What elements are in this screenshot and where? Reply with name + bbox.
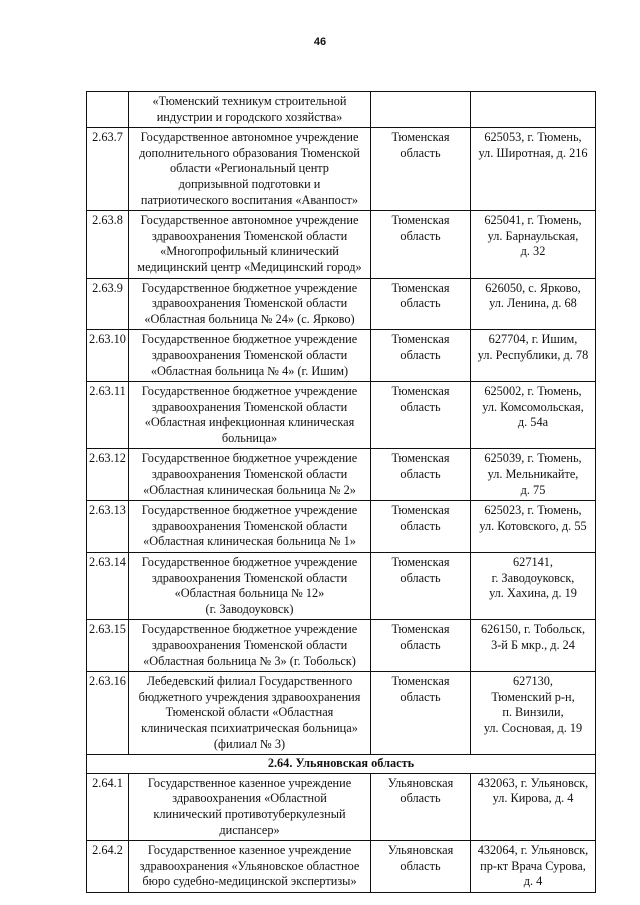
table-row xyxy=(87,449,596,501)
region: Тюменская область xyxy=(371,501,471,553)
address: 625039, г. Тюмень, ул. Мельникайте, д. 75 xyxy=(471,449,596,501)
row-number: 2.63.11 xyxy=(87,382,129,449)
table-row xyxy=(87,92,596,128)
table-row xyxy=(87,501,596,553)
address: 625053, г. Тюмень, ул. Широтная, д. 216 xyxy=(471,128,596,211)
institution-name: Государственное бюджетное учреждение здравоохранения Тюменской области «Областная больница № 4» (г. Ишим) xyxy=(129,330,371,382)
region: Тюменская область xyxy=(371,449,471,501)
address: 626150, г. Тобольск, 3-й Б мкр., д. 24 xyxy=(471,620,596,672)
address: 625041, г. Тюмень, ул. Барнаульская, д. 32 xyxy=(471,211,596,278)
address xyxy=(471,92,596,128)
region: Тюменская область xyxy=(371,672,471,755)
institution-name: Лебедевский филиал Государственного бюджетного учреждения здравоохранения Тюменской области «Областная клиническая психиатрическая больница» (филиал № 3) xyxy=(129,672,371,755)
institution-name: Государственное автономное учреждение дополнительного образования Тюменской области «Региональный центр допризывной подготовки и патриотического воспитания «Аванпост» xyxy=(129,128,371,211)
table-row xyxy=(87,211,596,278)
section-heading-row xyxy=(87,755,596,774)
institution-name: Государственное бюджетное учреждение здравоохранения Тюменской области «Областная клиническая больница № 1» xyxy=(129,501,371,553)
row-number: 2.64.2 xyxy=(87,841,129,893)
address: 432064, г. Ульяновск, пр-кт Врача Сурова, д. 4 xyxy=(471,841,596,893)
institution-name: Государственное казенное учреждение здравоохранения «Ульяновское областное бюро судебно-медицинской экспертизы» xyxy=(129,841,371,893)
table-row xyxy=(87,330,596,382)
institution-name: Государственное бюджетное учреждение здравоохранения Тюменской области «Областная больница № 12» (г. Заводоуковск) xyxy=(129,553,371,620)
region: Тюменская область xyxy=(371,278,471,330)
institution-name: Государственное бюджетное учреждение здравоохранения Тюменской области «Областная клиническая больница № 2» xyxy=(129,449,371,501)
table-row xyxy=(87,553,596,620)
region: Тюменская область xyxy=(371,620,471,672)
table-row xyxy=(87,620,596,672)
address: 627704, г. Ишим, ул. Республики, д. 78 xyxy=(471,330,596,382)
address: 626050, с. Ярково, ул. Ленина, д. 68 xyxy=(471,278,596,330)
page-number: 46 xyxy=(313,36,327,48)
institution-name: Государственное бюджетное учреждение здравоохранения Тюменской области «Областная инфекционная клиническая больница» xyxy=(129,382,371,449)
institutions-table xyxy=(86,91,596,893)
address: 627141, г. Заводоуковск, ул. Хахина, д. 19 xyxy=(471,553,596,620)
region: Ульяновская область xyxy=(371,773,471,840)
institution-name: Государственное казенное учреждение здравоохранения «Областной клинический противотуберкулезный диспансер» xyxy=(129,773,371,840)
row-number: 2.64.1 xyxy=(87,773,129,840)
row-number: 2.63.10 xyxy=(87,330,129,382)
table-row xyxy=(87,278,596,330)
row-number: 2.63.14 xyxy=(87,553,129,620)
row-number xyxy=(87,92,129,128)
row-number: 2.63.7 xyxy=(87,128,129,211)
region: Тюменская область xyxy=(371,553,471,620)
row-number: 2.63.15 xyxy=(87,620,129,672)
table-row xyxy=(87,841,596,893)
institution-name: Государственное автономное учреждение здравоохранения Тюменской области «Многопрофильный клинический медицинский центр «Медицинский город» xyxy=(129,211,371,278)
institution-name: Государственное бюджетное учреждение здравоохранения Тюменской области «Областная больница № 3» (г. Тобольск) xyxy=(129,620,371,672)
row-number: 2.63.13 xyxy=(87,501,129,553)
region: Ульяновская область xyxy=(371,841,471,893)
address: 625023, г. Тюмень, ул. Котовского, д. 55 xyxy=(471,501,596,553)
address: 625002, г. Тюмень, ул. Комсомольская, д. 54а xyxy=(471,382,596,449)
row-number: 2.63.12 xyxy=(87,449,129,501)
table-row xyxy=(87,128,596,211)
table-row xyxy=(87,672,596,755)
row-number: 2.63.16 xyxy=(87,672,129,755)
region: Тюменская область xyxy=(371,128,471,211)
region: Тюменская область xyxy=(371,330,471,382)
region: Тюменская область xyxy=(371,382,471,449)
row-number: 2.63.8 xyxy=(87,211,129,278)
region xyxy=(371,92,471,128)
address: 627130, Тюменский р-н, п. Винзили, ул. Сосновая, д. 19 xyxy=(471,672,596,755)
institution-name: «Тюменский техникум строительной индустрии и городского хозяйства» xyxy=(129,92,371,128)
section-heading: 2.64. Ульяновская область xyxy=(87,755,596,774)
table-row xyxy=(87,773,596,840)
region: Тюменская область xyxy=(371,211,471,278)
table-row xyxy=(87,382,596,449)
row-number: 2.63.9 xyxy=(87,278,129,330)
institution-name: Государственное бюджетное учреждение здравоохранения Тюменской области «Областная больница № 24» (с. Ярково) xyxy=(129,278,371,330)
address: 432063, г. Ульяновск, ул. Кирова, д. 4 xyxy=(471,773,596,840)
